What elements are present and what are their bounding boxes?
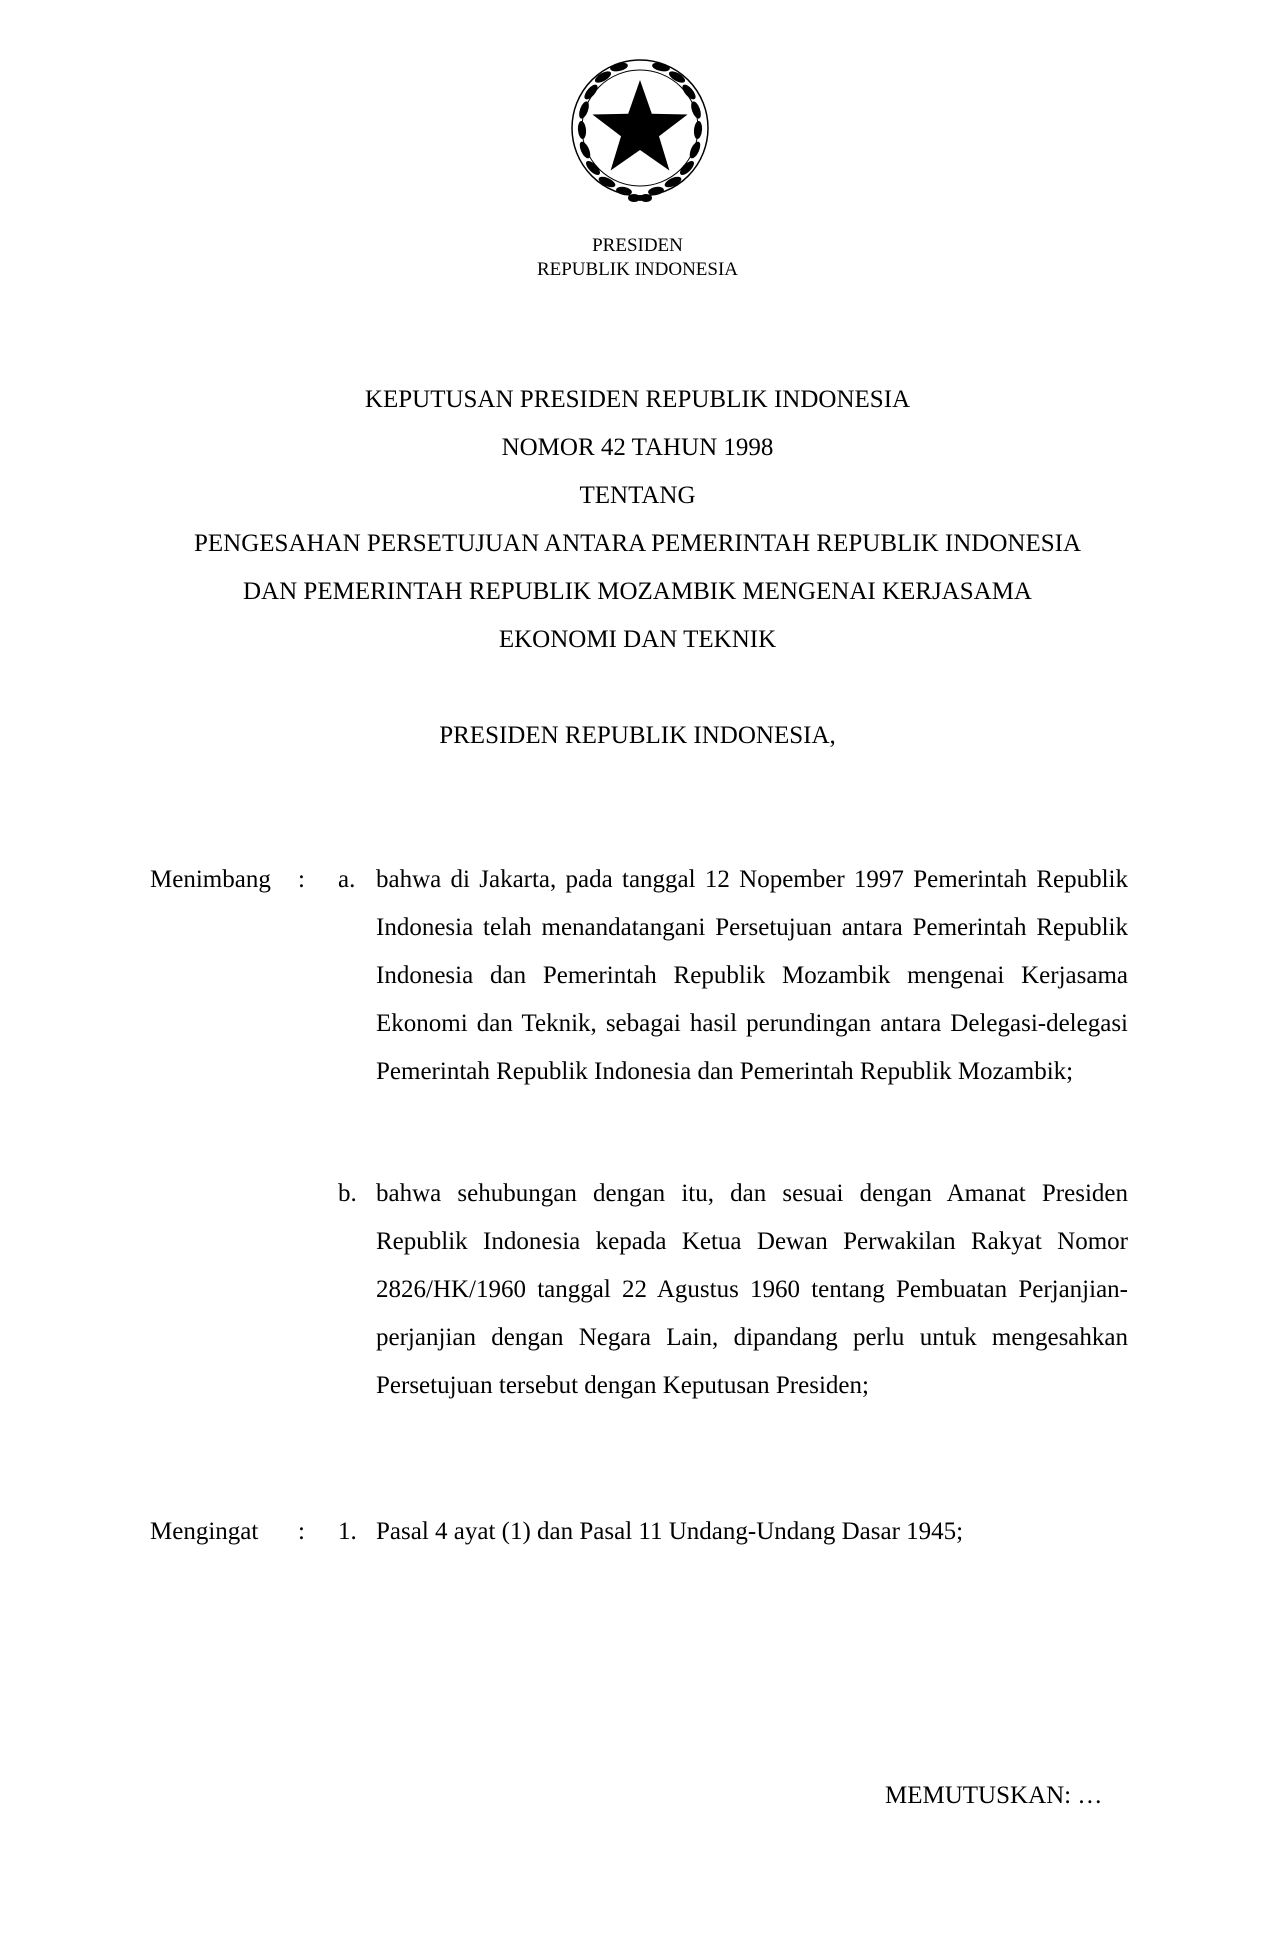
mengingat-item-1-text: Pasal 4 ayat (1) dan Pasal 11 Undang-Undang Dasar 1945; xyxy=(376,1518,964,1545)
title-line-subject-1: PENGESAHAN PERSETUJUAN ANTARA PEMERINTAH REPUBLIK INDONESIA xyxy=(194,530,1081,557)
state-emblem-icon xyxy=(560,50,720,210)
mengingat-label: Mengingat xyxy=(150,1518,259,1545)
menimbang-label: Menimbang xyxy=(150,866,271,893)
mengingat-item-1-marker: 1. xyxy=(338,1518,357,1545)
header-presiden: PRESIDEN xyxy=(592,235,683,256)
menimbang-item-b-text: bahwa sehubungan dengan itu, dan sesuai dengan Amanat Presiden Republik Indonesia kepada Ketua Dewan Perwakilan Rakyat Nomor 2826/HK/1960 tanggal 22 Agustus 1960 tentang Pembuatan Perjanjian-perjanjian dengan Negara Lain, dipandang perlu untuk mengesahkan Persetujuan tersebut dengan Keputusan Presiden; xyxy=(376,1180,1128,1399)
title-line-number: NOMOR 42 TAHUN 1998 xyxy=(501,434,774,461)
menimbang-colon: : xyxy=(298,866,305,893)
continuation-marker: MEMUTUSKAN: … xyxy=(885,1782,1103,1809)
title-line-tentang: TENTANG xyxy=(579,482,696,509)
title-line-subject-3: EKONOMI DAN TEKNIK xyxy=(498,626,777,653)
header-republik-indonesia: REPUBLIK INDONESIA xyxy=(536,259,739,280)
menimbang-item-a-text: bahwa di Jakarta, pada tanggal 12 Nopember 1997 Pemerintah Republik Indonesia telah menandatangani Persetujuan antara Pemerintah Republik Indonesia dan Pemerintah Republik Mozambik mengenai Kerjasama Ekonomi dan Teknik, sebagai hasil perundingan antara Delegasi-delegasi Pemerintah Republik Indonesia dan Pemerintah Republik Mozambik; xyxy=(376,866,1128,1085)
title-line-decree: KEPUTUSAN PRESIDEN REPUBLIK INDONESIA xyxy=(364,386,911,413)
decree-title xyxy=(0,376,1275,664)
opening-statement: PRESIDEN REPUBLIK INDONESIA, xyxy=(439,722,836,749)
title-line-subject-2: DAN PEMERINTAH REPUBLIK MOZAMBIK MENGENAI KERJASAMA xyxy=(243,578,1032,605)
menimbang-item-a-marker: a. xyxy=(338,866,356,893)
menimbang-item-b-marker: b. xyxy=(338,1180,357,1207)
mengingat-colon: : xyxy=(298,1518,305,1545)
